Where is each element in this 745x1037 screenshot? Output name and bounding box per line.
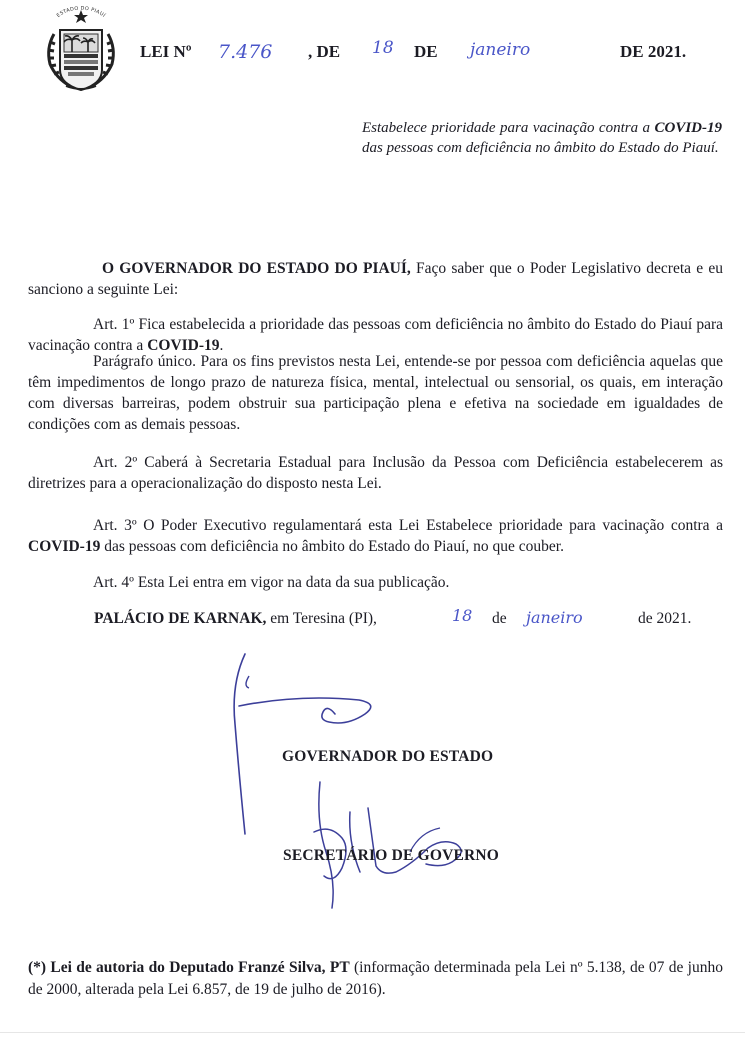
footnote: (*) Lei de autoria do Deputado Franzé Silva, PT (informação determinada pela Lei nº 5.138, de 07 de junho de 2000, alterada pela Lei 6.857, de 19 de julho de 2016). [28,959,723,998]
closing-year: de 2021. [638,610,692,627]
closing-month-handwritten: janeiro [526,608,583,627]
preamble: O GOVERNADOR DO ESTADO DO PIAUÍ, Faço saber que o Poder Legislativo decreta e eu sanciono a seguinte Lei: [28,260,723,298]
page-edge-divider [0,1032,745,1033]
month-handwritten: janeiro [470,40,531,60]
secretary-signature [290,772,510,912]
closing-day-handwritten: 18 [452,606,473,625]
law-title [0,38,745,72]
article-4: Art. 4º Esta Lei entra em vigor na data da sua publicação. [93,574,450,591]
closing-place: PALÁCIO DE KARNAK, em Teresina (PI), [94,610,377,627]
secretary-title: SECRETÁRIO DE GOVERNO [283,847,500,864]
governor-title: GOVERNADOR DO ESTADO [282,748,494,765]
article-1: Art. 1º Fica estabelecida a prioridade das pessoas com deficiência no âmbito do Estado do Piauí para vacinação contra a COVID-19. [28,316,723,354]
closing-de: de [492,610,507,627]
article-3: Art. 3º O Poder Executivo regulamentará esta Lei Estabelece prioridade para vacinação contra a COVID-19 das pessoas com deficiência no âmbito do Estado do Piauí, no que couber. [28,517,723,555]
title-de-1: , DE [308,42,341,61]
lei-number-handwritten: 7.476 [218,41,273,63]
article-2: Art. 2º Caberá à Secretaria Estadual para Inclusão da Pessoa com Deficiência estabelecerem as diretrizes para a operacionalização do disposto nesta Lei. [28,454,723,492]
ementa: Estabelece prioridade para vacinação contra a COVID-19 das pessoas com deficiência no âmbito do Estado do Piauí. [362,120,722,156]
paragraph-unique: Parágrafo único. Para os fins previstos nesta Lei, entende-se por pessoa com deficiência aquelas que têm impedimentos de longo prazo de natureza física, mental, intelectual ou sensorial, os quais, em interação com diversas barreiras, podem obstruir sua participação plena e efetiva na sociedade em igualdades de condições com as demais pessoas. [28,353,723,433]
svg-text:ESTADO DO PIAUÍ: ESTADO DO PIAUÍ [55,6,107,19]
title-year: DE 2021. [620,42,687,61]
day-handwritten: 18 [372,38,394,58]
title-de-2: DE [414,42,438,61]
lei-prefix: LEI Nº [140,42,192,61]
